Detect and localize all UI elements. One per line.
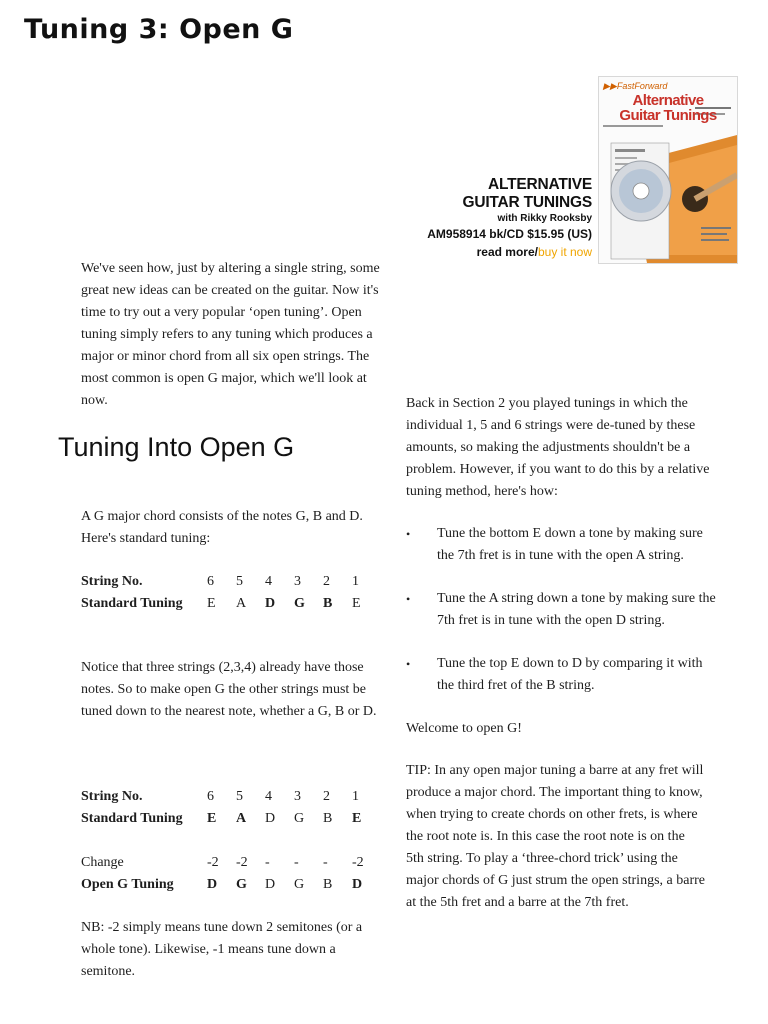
- standard-tuning-label: Standard Tuning: [81, 811, 183, 826]
- table-cell: 6: [207, 574, 214, 589]
- table-cell: -: [294, 855, 299, 870]
- section-heading: Tuning Into Open G: [58, 432, 295, 462]
- table-cell: E: [352, 811, 362, 826]
- table-cell: -2: [207, 855, 219, 870]
- string-no-label: String No.: [81, 574, 143, 589]
- list-item: • Tune the top E down to D by comparing it with the third fret of the B string.: [406, 653, 716, 697]
- intro-paragraph: We've seen how, just by altering a single string, some great new ideas can be created on the guitar. Now it's time to try out a very popular ‘open tuning’. Open tuning simply refers to any tuning which produces a major or minor chord from all six open strings. The most common is open G major, which we'll look at now.: [81, 261, 380, 408]
- right-column: [406, 393, 716, 914]
- table-cell: E: [352, 596, 361, 611]
- promo-details: [427, 176, 592, 242]
- table-cell: 4: [265, 789, 272, 804]
- table-cell: 1: [352, 574, 359, 589]
- table-cell: A: [236, 811, 247, 826]
- tuning-steps-list: [406, 523, 716, 697]
- table-cell: -: [323, 855, 328, 870]
- table-cell: 2: [323, 574, 330, 589]
- table-cell: E: [207, 596, 216, 611]
- relative-tuning-paragraph: Back in Section 2 you played tunings in which the individual 1, 5 and 6 strings were de-tuned by these amounts, so making the adjustments shouldn't be a problem. However, if you want to do this by a relative tuning method, here's how:: [406, 396, 710, 499]
- table-cell: 5: [236, 789, 243, 804]
- table-cell: A: [236, 596, 247, 611]
- table-cell: D: [265, 596, 276, 611]
- table-cell: B: [323, 811, 333, 826]
- cover-series-logo: ▶▶FastForward: [603, 81, 668, 91]
- table-cell: D: [265, 877, 276, 892]
- table-cell: B: [323, 877, 333, 892]
- table-cell: D: [207, 877, 218, 892]
- page-title: Tuning 3: Open G: [24, 14, 294, 45]
- promo-links: [477, 245, 592, 259]
- book-author: with Rikky Rooksby: [497, 213, 592, 224]
- change-label: Change: [81, 855, 124, 870]
- table-cell: E: [207, 811, 217, 826]
- table-cell: 5: [236, 574, 243, 589]
- open-g-tuning-label: Open G Tuning: [81, 877, 174, 892]
- open-g-tuning-table: [81, 786, 381, 896]
- table-cell: 4: [265, 574, 272, 589]
- table-cell: -2: [352, 855, 364, 870]
- tip-paragraph: TIP: In any open major tuning a barre at any fret will produce a major chord. The important thing to know, when trying to create chords on other frets, is where the root note is. In this case the root note is on the 5th string. To play a ‘three-chord trick’ using the major chords of G just strum the open strings, a barre at the 5th fret and a barre at the 7th fret.: [406, 763, 705, 910]
- table-row: [81, 852, 381, 874]
- link-separator: /: [534, 245, 538, 259]
- standard-tuning-table: [81, 571, 381, 615]
- intro-block: [81, 258, 386, 412]
- read-more-link[interactable]: read more: [476, 245, 535, 259]
- table-cell: -2: [236, 855, 248, 870]
- string-no-label: String No.: [81, 789, 143, 804]
- table-cell: G: [236, 877, 247, 892]
- table-cell: G: [294, 811, 305, 826]
- book-code-price: AM958914 bk/CD $15.95 (US): [427, 227, 592, 241]
- table-cell: 3: [294, 574, 301, 589]
- table-cell: 3: [294, 789, 301, 804]
- list-item: • Tune the bottom E down a tone by making sure the 7th fret is in tune with the open A string.: [406, 523, 716, 567]
- standard-tuning-label: Standard Tuning: [81, 596, 183, 611]
- table-row: [81, 874, 381, 896]
- table-spacer: [81, 830, 381, 852]
- table-cell: D: [265, 811, 276, 826]
- book-promo: [420, 76, 740, 266]
- table-cell: B: [323, 596, 333, 611]
- table-cell: 2: [323, 789, 330, 804]
- table-row: [81, 593, 381, 615]
- cover-title: Alternative Guitar Tunings: [619, 92, 717, 124]
- table-row: [81, 786, 381, 808]
- table-cell: 1: [352, 789, 359, 804]
- nb-paragraph: NB: -2 simply means tune down 2 semitones (or a whole tone). Likewise, -1 means tune down a semitone.: [81, 920, 363, 979]
- table-row: [81, 808, 381, 830]
- fast-forward-icon: ▶▶: [603, 81, 617, 91]
- table-cell: G: [294, 877, 305, 892]
- welcome-line: Welcome to open G!: [406, 721, 522, 736]
- table-cell: -: [265, 855, 270, 870]
- table-row: [81, 571, 381, 593]
- table-cell: 6: [207, 789, 214, 804]
- chord-intro-paragraph: A G major chord consists of the notes G, B and D. Here's standard tuning:: [81, 509, 363, 546]
- table-cell: G: [294, 596, 305, 611]
- list-item: • Tune the A string down a tone by making sure the 7th fret is in tune with the open D string.: [406, 588, 716, 632]
- book-title-line-1: ALTERNATIVE: [488, 176, 592, 193]
- table-cell: D: [352, 877, 363, 892]
- notice-paragraph: Notice that three strings (2,3,4) already have those notes. So to make open G the other strings must be tuned down to the nearest note, whether a G, B or D.: [81, 660, 377, 719]
- book-cover-image[interactable]: [598, 76, 738, 264]
- buy-it-now-link[interactable]: buy it now: [537, 245, 592, 259]
- book-title-line-2: GUITAR TUNINGS: [462, 194, 592, 211]
